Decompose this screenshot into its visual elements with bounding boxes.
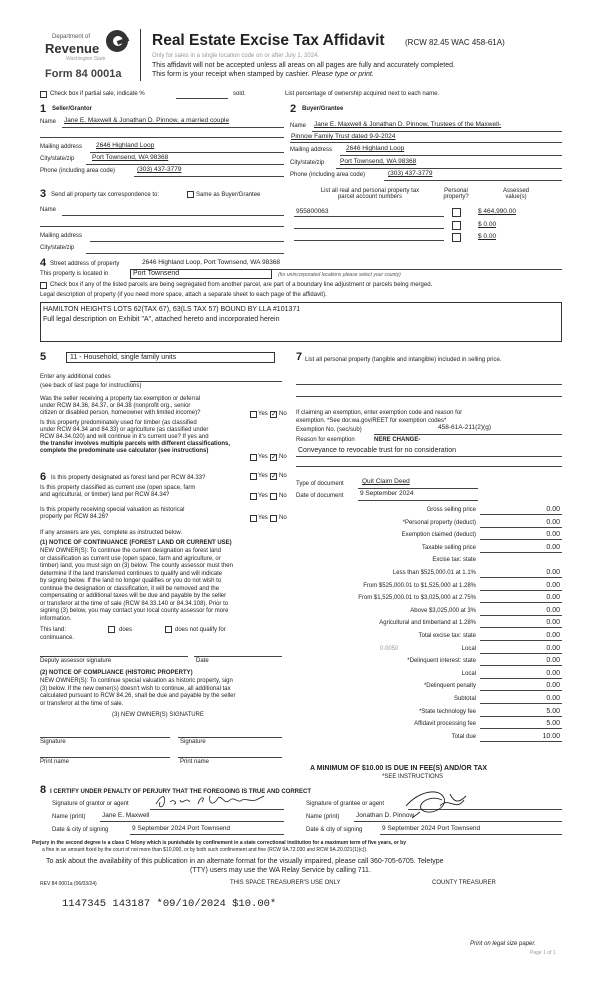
header-note-3: This form is your receipt when stamped by cashier. Please type or print. [152, 71, 374, 78]
tax-row-field[interactable] [480, 690, 562, 691]
tax-row-label: Excise tax: state [432, 557, 476, 563]
personal-property-field-2[interactable] [296, 396, 562, 397]
header-note-1: Only for sales in a single location code on or after July 1, 2024. [152, 53, 320, 59]
accessibility-line-1: To ask about the availability of this publication in an alternate format for the visually impaired, please call 360-705-6705. Teletype [46, 858, 444, 865]
buyer-phone-line [384, 180, 562, 181]
tax-row-value: 0.00 [546, 519, 560, 526]
assessed-col-header: Assessed value(s) [502, 188, 529, 200]
q-forest: Is this property designated as forest land per RCW 84.33? [51, 475, 206, 481]
state-line: Washington State [66, 56, 106, 62]
section-1-number: 1 [40, 103, 47, 115]
owner-print-field-2[interactable] [178, 757, 282, 758]
tax-row-field[interactable] [480, 627, 562, 628]
reason-header: NERE CHANGE- [374, 437, 421, 443]
deputy-signature-field[interactable] [40, 656, 188, 657]
assessed-value-1[interactable]: $ 464,990.00 [478, 208, 516, 215]
tax-row-label: *State technology fee [418, 709, 476, 715]
revision: REV 84 0001a (06/03/24) [40, 881, 97, 887]
codes-note: (see back of last page for instructions) [40, 383, 142, 389]
tax-row-field[interactable] [480, 741, 562, 742]
does-label: does [119, 627, 133, 633]
codes-label: Enter any additional codes [40, 374, 111, 380]
corr-mailing-label: Mailing address [40, 233, 83, 239]
buyer-name-field-2[interactable]: Pinnow Family Trust dated 9-9-2024 [291, 133, 396, 140]
buyer-city-line [336, 168, 562, 169]
tax-row-field[interactable] [480, 615, 562, 616]
exemption-no-line [374, 434, 562, 435]
parcel-col-header: List all real and personal property tax parcel account numbers [320, 188, 420, 200]
personal-property-label: List all personal property (tangible and intangible) included in selling price. [305, 357, 502, 363]
buyer-mailing-label: Mailing address [290, 147, 333, 153]
buyer-name-line-2 [290, 142, 562, 143]
dept-line: Department of [52, 34, 91, 40]
section-6-number: 6 [40, 471, 47, 483]
street-field[interactable]: 2646 Highland Loop, Port Townsend, WA 98368 [142, 259, 281, 266]
timber-yes-checkbox[interactable] [250, 454, 257, 461]
tax-row-label: From $1,525,000.01 to $3,025,000 at 2.75% [358, 595, 476, 601]
parcel-account-2[interactable] [294, 228, 444, 229]
exemption-no-checkbox[interactable]: ✓ [271, 411, 277, 418]
forest-no-label: No [279, 473, 287, 479]
print-legal-note: Print on legal size paper. [470, 941, 536, 947]
assessed-value-2[interactable]: $ 0.00 [478, 221, 497, 228]
reason-label: Reason for exemption [296, 437, 355, 443]
timber-yes-label: Yes [258, 454, 268, 460]
forest-no-checkbox[interactable]: ✓ [271, 473, 277, 480]
deputy-date-field[interactable] [194, 656, 282, 657]
partial-sold-label: sold. [233, 91, 246, 97]
timber-no-checkbox[interactable]: ✓ [271, 454, 277, 461]
tax-row-label: Exemption claimed (deduct) [401, 532, 476, 538]
tax-row-field[interactable] [480, 527, 562, 528]
buyer-city-field[interactable]: Port Townsend, WA 98368 [340, 158, 417, 165]
grantee-name-line [354, 821, 562, 822]
seller-heading: Seller/Grantor [52, 106, 93, 112]
segregated-checkbox[interactable] [40, 282, 47, 289]
forest-yes-label: Yes [258, 473, 268, 479]
notice-compliance-title: (2) NOTICE OF COMPLIANCE (HISTORIC PROPERTY) [40, 670, 193, 676]
grantor-sig-label: Signature of grantor or agent [52, 801, 129, 807]
seller-name-line-2 [40, 137, 284, 138]
historic-yes-checkbox[interactable] [250, 515, 257, 522]
current-use-yes-label: Yes [258, 493, 268, 499]
tax-row-value: 0.00 [546, 594, 560, 601]
tax-row-field[interactable] [480, 602, 562, 603]
personal-property-checkbox-1[interactable] [452, 208, 461, 217]
tax-row-field[interactable] [480, 703, 562, 704]
tax-row-label: *Personal property (deduct) [402, 520, 476, 526]
legal-description-box[interactable] [40, 302, 562, 342]
correspondence-label: Send all property tax correspondence to: [51, 192, 160, 198]
certify-heading: I CERTIFY UNDER PENALTY OF PERJURY THAT THE FOREGOING IS TRUE AND CORRECT [50, 789, 312, 795]
tax-row-field[interactable] [480, 539, 562, 540]
buyer-heading: Buyer/Grantee [302, 106, 344, 112]
treasurer-use-only: THIS SPACE TREASURER'S USE ONLY [230, 880, 341, 886]
page-title: Real Estate Excise Tax Affidavit [152, 32, 385, 49]
local-rate: 0.0050 [380, 646, 399, 652]
corr-mailing-field[interactable] [90, 241, 284, 242]
tax-row-field[interactable] [480, 552, 562, 553]
personal-property-checkbox-2[interactable] [452, 221, 461, 230]
personal-col-header: Personal property? [443, 188, 469, 200]
personal-property-checkbox-3[interactable] [452, 233, 461, 242]
tax-row-value: 0.00 [546, 607, 560, 614]
grantor-signature [152, 792, 272, 810]
section-3-number: 3 [40, 188, 47, 200]
tax-row-field[interactable] [480, 514, 562, 515]
owner-sig-label-1: Signature [40, 739, 66, 745]
current-use-no-checkbox[interactable] [270, 493, 277, 500]
tax-row-label: *Delinquent interest: state [407, 658, 476, 664]
current-use-no-label: No [279, 493, 287, 499]
seller-mailing-line [90, 152, 284, 153]
exemption-no-label: Exemption No. (sec/sub) [296, 427, 362, 433]
forest-yes-checkbox[interactable] [250, 473, 257, 480]
accessibility-line-2: (TTY) users may use the WA Relay Service by calling 711. [190, 867, 371, 874]
doc-date-label: Date of document [296, 493, 344, 499]
exemption-yes-checkbox[interactable] [250, 411, 257, 418]
partial-percent-field[interactable] [176, 98, 228, 99]
located-label: This property is located in [40, 271, 109, 277]
tax-row-value: 0.00 [546, 531, 560, 538]
tax-row-value: 5.00 [546, 708, 560, 715]
county-treasurer: COUNTY TREASURER [432, 880, 496, 886]
reason-line [296, 456, 562, 457]
grantor-name-line [100, 821, 284, 822]
buyer-phone-field[interactable]: (303) 437-3779 [388, 170, 433, 177]
partial-sale-label: Check box if partial sale, indicate % [50, 91, 145, 97]
q-exemption: Was the seller receiving a property tax exemption or deferral under RCW 84.36, 84.37, or 84.38 (nonprofit org., senior citizen or disabled person, homeowner with limited income)? [40, 396, 201, 416]
exemption-no-label: No [279, 411, 287, 417]
deputy-date-label: Date [196, 658, 209, 664]
seller-city-line [86, 164, 284, 165]
exemption-no-field[interactable]: 458-61A-211(2)(g) [438, 424, 491, 431]
same-as-buyer-checkbox[interactable] [187, 191, 194, 198]
tax-row-field[interactable] [480, 716, 562, 717]
rcw-reference: (RCW 82.45 WAC 458-61A) [405, 38, 505, 47]
tax-row-label: From $525,000.01 to $1,525,000 at 1.28% [363, 583, 476, 589]
exemption-yes-label: Yes [258, 411, 268, 417]
seller-name-line [62, 127, 284, 128]
exemption-instructions-b: exemption. *See dor.wa.gov/REET for exemption codes* [296, 418, 447, 424]
grantee-sig-label: Signature of grantee or agent [306, 801, 385, 807]
codes-field[interactable] [130, 381, 282, 382]
tax-row-label: Above $3,025,000 at 3% [410, 608, 476, 614]
tax-row-value: 0.00 [546, 506, 560, 513]
seller-mailing-field[interactable]: 2646 Highland Loop [96, 142, 155, 149]
tax-row-label: *Delinquent penalty [423, 683, 476, 689]
owner-signature-field-2[interactable] [178, 737, 282, 738]
grantee-signature [400, 786, 500, 820]
buyer-city-label: City/state/zip [290, 160, 325, 166]
timber-no-label: No [279, 454, 287, 460]
notice-continuance-text: NEW OWNER(S): To continue the current designation as forest land or classification as current use (open space, farm and agriculture, or timber) land, you must sign on (3) below. The county assessor must then determine if the land transferred continues to qualify and will indicate by signing below. If the land no longer qualifies or you do not wish to continue the designation or classification, it will be removed and the compensating or additional taxes will be due and payable by the seller or transferor at the time of sale (RCW 84.33.140 or 84.34.108). Prior to signing (3) below, you may contact your local county assessor for more information. [40, 548, 233, 622]
owner-sig-label-2: Signature [180, 739, 206, 745]
tax-row-field[interactable] [480, 728, 562, 729]
historic-no-checkbox[interactable] [270, 515, 277, 522]
grantee-name-field[interactable]: Jonathan D. Pinnow [356, 812, 415, 819]
grantor-name-label: Name (print) [52, 814, 86, 820]
tax-row-field[interactable] [480, 590, 562, 591]
tax-row-value: 0.00 [546, 569, 560, 576]
deputy-label: Deputy assessor signature [40, 658, 112, 664]
seller-phone-line [134, 176, 284, 177]
tax-row-value: 0.00 [546, 645, 560, 652]
tax-row-field[interactable] [480, 653, 562, 654]
assessed-value-3[interactable]: $ 0.00 [478, 233, 497, 240]
grantor-date-line [130, 834, 284, 835]
corr-name-field[interactable] [62, 215, 284, 216]
grantee-date-line [380, 834, 562, 835]
reason-field-2[interactable] [296, 466, 562, 467]
personal-property-field-1[interactable] [296, 384, 562, 385]
does-not-label: does not qualify for [175, 627, 226, 633]
land-use-select[interactable] [66, 352, 275, 363]
form-number: Form 84 0001a [45, 68, 122, 80]
located-note: (for unincorporated locations please select your county) [278, 272, 401, 278]
historic-no-label: No [279, 515, 287, 521]
corr-name-field-2[interactable] [40, 226, 284, 227]
doc-date-line [358, 500, 478, 501]
notice-continuance-title: (1) NOTICE OF CONTINUANCE (FOREST LAND OR CURRENT USE) [40, 540, 232, 546]
buyer-phone-label: Phone (including area code) [290, 172, 366, 178]
buyer-name-label: Name [290, 123, 307, 129]
corr-city-label: City/state/zip [40, 245, 75, 251]
tax-row-value: 5.00 [546, 720, 560, 727]
exemption-instructions-a: If claiming an exemption, enter exemption code and reason for [296, 410, 463, 416]
see-instructions: *SEE INSTRUCTIONS [382, 774, 444, 780]
does-not-checkbox[interactable] [165, 626, 172, 633]
seller-phone-field[interactable]: (303) 437-3779 [137, 166, 182, 173]
q-historic: Is this property receiving special valuation as historical property per RCW 84.26? [40, 507, 185, 520]
receipt-stamp: 1147345 143187 *09/10/2024 $10.00* [62, 898, 277, 910]
tax-row-field[interactable] [480, 665, 562, 666]
seller-city-field[interactable]: Port Townsend, WA 98368 [92, 154, 169, 161]
buyer-mailing-line [340, 155, 562, 156]
grantee-date-label: Date & city of signing [306, 827, 363, 833]
minimum-due-note: A MINIMUM OF $10.00 IS DUE IN FEE(S) AND/OR TAX [310, 765, 488, 772]
header-note-2: This affidavit will not be accepted unless all areas on all pages are fully and accurately completed. [152, 62, 455, 69]
legal-line-2: Full legal description on Exhibit "A", attached hereto and incorporated herein [43, 316, 280, 323]
tax-row-label: Less than $525,000.01 at 1.1% [392, 570, 476, 576]
current-use-yes-checkbox[interactable] [250, 493, 257, 500]
tax-row-value: 0.00 [546, 657, 560, 664]
section-5-number: 5 [40, 351, 47, 363]
parcel-account-3[interactable] [294, 240, 444, 241]
owner-print-field-1[interactable] [40, 757, 170, 758]
buyer-mailing-field[interactable]: 2646 Highland Loop [346, 145, 405, 152]
section-8-number: 8 [40, 784, 47, 796]
header-divider [140, 29, 141, 81]
seller-phone-label: Phone (including area code) [40, 168, 116, 174]
tax-row-value: 0.00 [546, 682, 560, 689]
grantor-date-field[interactable]: 9 September 2024 Port Townsend [132, 825, 231, 832]
land-use-value: 11 - Household, single family units [70, 354, 177, 361]
tax-row-field[interactable] [480, 577, 562, 578]
seller-name-label: Name [40, 119, 57, 125]
notice-compliance-text: NEW OWNER(S): To continue special valuation as historic property, sign (3) below. If the new owner(s) doesn't wish to continue, all additional tax calculated pursuant to RCW 84.26, shall be due and payable by the seller or transferor at the time of sale. [40, 678, 236, 707]
ownership-note: List percentage of ownership acquired next to each name. [285, 91, 440, 97]
grantor-date-label: Date & city of signing [52, 827, 109, 833]
tax-row-label: Affidavit processing fee [414, 721, 476, 727]
seller-city-label: City/state/zip [40, 156, 75, 162]
parcel-account-1[interactable]: 955800063 [296, 208, 329, 215]
revenue-logo-text: Revenue [45, 41, 100, 56]
this-land-label: This land: [40, 627, 67, 633]
corr-name-label: Name [40, 207, 57, 213]
tax-row-label: Local [461, 646, 476, 652]
tax-row-label: Agricultural and timberland at 1.28% [379, 620, 476, 626]
dor-logo-icon [106, 30, 128, 52]
location-value: Port Townsend [133, 270, 180, 277]
legal-label: Legal description of property (if you need more space, attach a separate sheet to each page of the affidavit). [40, 292, 327, 298]
partial-sale-checkbox[interactable] [40, 91, 47, 98]
continuance-label: continuance. [40, 635, 75, 641]
tax-row-label: Gross selling price [426, 507, 476, 513]
buyer-name-line [312, 131, 562, 132]
legal-line-1: HAMILTON HEIGHTS LOTS 62(TAX 67), 63(LS TAX 57) BOUND BY LLA #101371 [43, 306, 301, 313]
tax-row-value: 0.00 [546, 632, 560, 639]
grantor-name-field[interactable]: Jane E. Maxwell [102, 812, 150, 819]
tax-row-label: Local [461, 671, 476, 677]
new-owner-signature-title: (3) NEW OWNER(S) SIGNATURE [112, 712, 204, 718]
parcel-row-1-line [294, 216, 444, 217]
street-label: Street address of property [50, 261, 120, 267]
tax-row-label: Subtotal [453, 696, 476, 702]
perjury-line-2: a fine in an amount fixed by the court of not more than $10,000, or by both such confinement and fine (RCW 9A.72.030 and RCW 9A.20.021(1)(c)). [42, 847, 368, 853]
tax-row-value: 0.00 [546, 544, 560, 551]
location-select[interactable] [130, 269, 272, 279]
owner-print-label-1: Print name [40, 759, 70, 765]
reason-field[interactable]: Conveyance to revocable trust for no consideration [298, 447, 456, 454]
does-checkbox[interactable] [108, 626, 115, 633]
tax-row-value: 10.00 [542, 733, 560, 740]
q-current-use: Is this property classified as current use (open space, farm and agricultural, or timber) land per RCW 84.34? [40, 485, 196, 498]
grantee-date-field[interactable]: 9 September 2024 Port Townsend [382, 825, 481, 832]
tax-row-value: 0.00 [546, 619, 560, 626]
tax-row-value: 0.00 [546, 582, 560, 589]
segregated-label: Check box if any of the listed parcels are being segregated from another parcel, are part of a boundary line adjustment or parcels being merged. [50, 282, 433, 288]
tax-row-label: Total excise tax: state [418, 633, 476, 639]
perjury-line-1: Perjury in the second degree is a class C felony which is punishable by confinement in a state correctional institution for a maximum term of five years, or by [32, 840, 406, 846]
tax-row-field[interactable] [480, 678, 562, 679]
same-as-buyer-label: Same as Buyer/Grantee [196, 192, 261, 198]
owner-print-label-2: Print name [180, 759, 210, 765]
buyer-name-field-1[interactable]: Jane E. Maxwell & Jonathan D. Pinnow, Trustees of the Maxwell- [314, 121, 502, 128]
doc-date-field[interactable]: 9 September 2024 [360, 490, 414, 497]
tax-row-label: Total due [451, 734, 476, 740]
owner-signature-field-1[interactable] [40, 737, 170, 738]
historic-yes-label: Yes [258, 515, 268, 521]
seller-mailing-label: Mailing address [40, 144, 83, 150]
page-number: Page 1 of 1 [530, 950, 556, 956]
doc-type-field[interactable]: Quit Claim Deed [362, 478, 410, 485]
section-2-number: 2 [290, 103, 297, 115]
section-7-number: 7 [296, 351, 303, 363]
section-4-number: 4 [40, 257, 47, 269]
q-timber: Is this property predominately used for timber (as classified under RCW 84.34 and 84.33) or agriculture (as classified under RCW 84.34.020) and will continue in it's current use? If yes and the transfer involves multiple parcels with different classifications, complete the predominate use calculator (see instructions) [40, 420, 231, 454]
tax-row-value: 0.00 [546, 670, 560, 677]
tax-row-value: 0.00 [546, 695, 560, 702]
seller-name-field[interactable]: Jane E. Maxwell & Jonathan D. Pinnow, a married couple [64, 117, 230, 124]
doc-type-label: Type of document [296, 481, 344, 487]
tax-row-label: Taxable selling price [421, 545, 476, 551]
if-yes-note: If any answers are yes, complete as instructed below. [40, 530, 183, 536]
tax-row-field[interactable] [480, 640, 562, 641]
doc-type-line [358, 488, 478, 489]
corr-city-field[interactable] [86, 253, 284, 254]
grantee-name-label: Name (print) [306, 814, 340, 820]
